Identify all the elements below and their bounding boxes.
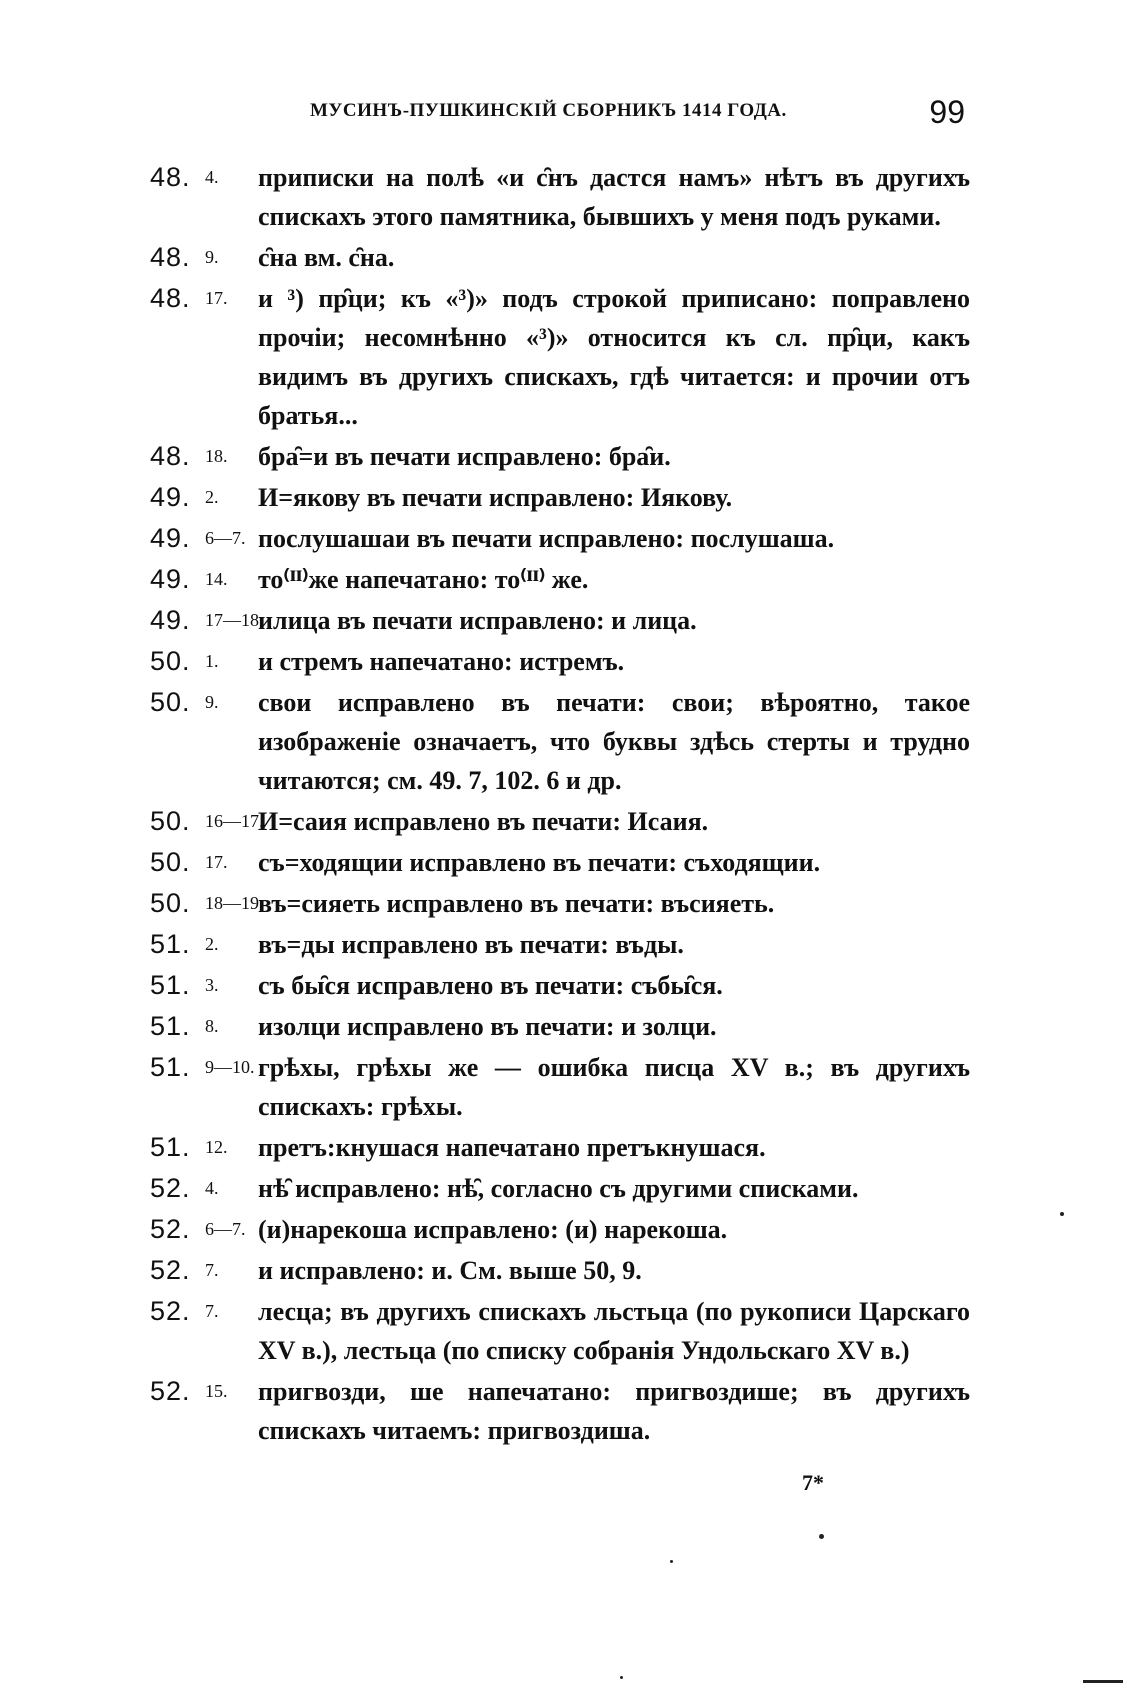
entry-line-ref: 9. [205,247,219,267]
entry-line-ref: 14. [205,569,228,589]
entry-text: с̑на вм. с̑на. [258,243,395,272]
entry-line-ref: 7. [205,1260,219,1280]
entry-text: изолци исправлено въ печати: и золци. [258,1012,717,1041]
errata-entry [150,925,970,964]
entry-page-ref: 49. [150,482,191,512]
print-speck [620,1676,623,1679]
entry-page-ref: 50. [150,888,191,918]
entry-page-ref: 51. [150,1052,191,1082]
entry-text: въ=ды исправлено въ печати: въды. [258,930,684,959]
entry-page-ref: 52. [150,1255,191,1285]
entry-page-ref: 48. [150,242,191,272]
errata-entry [150,478,970,517]
entry-line-ref: 8. [205,1016,219,1036]
entry-page-ref: 52. [150,1296,191,1326]
entry-page-ref: 49. [150,605,191,635]
entry-page-ref: 51. [150,1011,191,1041]
entry-text: пригвозди, ше напечатано: пригвоздише; въ другихъ спискахъ читаемъ: пригвоздиша. [258,1377,977,1445]
entry-page-ref: 52. [150,1173,191,1203]
entry-line-ref: 18. [205,446,228,466]
entry-line-ref: 4. [205,1178,219,1198]
errata-entry [150,1128,970,1167]
errata-entry [150,1372,977,1450]
entry-page-ref: 52. [150,1376,191,1406]
entry-text: претъ:кнушася напечатано претъкнушася. [258,1133,766,1162]
entry-text: и ³) пр̑ци; къ «³)» подъ строкой приписано: поправлено прочiи; несомнѣнно «³)» относится къ сл. пр̑ци, какъ видимъ въ другихъ спискахъ, гдѣ читается: и прочии отъ братья... [258,284,977,430]
entry-line-ref: 18—19. [205,893,264,913]
errata-entry [150,1048,977,1126]
entry-text: И=якову въ печати исправлено: Иякову. [258,483,733,512]
page-edge-rule [1083,1680,1123,1683]
errata-entry [150,158,977,236]
entry-line-ref: 16—17. [205,811,264,831]
entry-page-ref: 48. [150,162,191,192]
errata-entry [150,843,970,882]
entry-line-ref: 17. [205,288,228,308]
errata-entry [150,519,970,558]
entry-line-ref: 17. [205,852,228,872]
errata-entry [150,966,970,1005]
errata-entry [150,1007,970,1046]
entry-text: приписки на полѣ «и с̑нъ дастся намъ» нѣтъ въ другихъ спискахъ этого памятника, бывшихъ у меня подъ руками. [258,163,977,231]
entry-page-ref: 51. [150,970,191,1000]
print-speck [1060,1212,1064,1216]
entry-text: лесца; въ другихъ спискахъ льстьца (по рукописи Царскаго XV в.), лестьца (по списку собранiя Ундольскаго XV в.) [258,1297,977,1365]
entry-text: и стремъ напечатано: истремъ. [258,647,625,676]
entry-page-ref: 50. [150,847,191,877]
entry-text: бра̑=и въ печати исправлено: бра̑и. [258,442,671,471]
errata-entry [150,802,970,841]
entry-text: то⁽ᴵᴵ⁾же напечатано: то⁽ᴵᴵ⁾ же. [258,565,589,594]
entry-text: и исправлено: и. См. выше 50, 9. [258,1256,642,1285]
header-title: МУСИНЪ-ПУШКИНСКIЙ СБОРНИКЪ 1414 ГОДА. [310,100,787,121]
entry-line-ref: 9—10. [205,1057,255,1077]
entry-text: (и)нарекоша исправлено: (и) нарекоша. [258,1215,728,1244]
entry-page-ref: 49. [150,564,191,594]
entry-line-ref: 7. [205,1301,219,1321]
entry-line-ref: 12. [205,1137,228,1157]
entry-page-ref: 48. [150,283,191,313]
errata-entry [150,437,970,476]
errata-entry [150,1251,970,1290]
entry-text: въ=сияеть исправлено въ печати: въсияеть. [258,889,775,918]
entry-line-ref: 6—7. [205,1219,246,1239]
entry-text: съ бы̑ся исправлено въ печати: събы̑ся. [258,971,723,1000]
entry-text: свои исправлено въ печати: свои; вѣроятно, такое изображенiе означаетъ, что буквы здѣсь стерты и трудно читаются; см. 49. 7, 102. 6 и др. [258,688,977,795]
entry-line-ref: 9. [205,692,219,712]
entry-text: И=саия исправлено въ печати: Исаия. [258,807,709,836]
errata-entry [150,279,977,435]
errata-entry [150,683,977,800]
errata-entry [150,238,970,277]
errata-entry [150,1292,977,1370]
errata-entry [150,560,970,599]
print-speck [819,1534,824,1539]
page-number: 99 [929,94,965,130]
entry-text: илица въ печати исправлено: и лица. [258,606,697,635]
entry-line-ref: 1. [205,651,219,671]
entry-line-ref: 15. [205,1381,228,1401]
entry-page-ref: 48. [150,441,191,471]
entry-line-ref: 17—18. [205,610,264,630]
entry-page-ref: 50. [150,646,191,676]
errata-list [150,158,977,1452]
print-speck [670,1560,673,1563]
entry-text: нѣ̑ исправлено: нѣ̑, согласно съ другими списками. [258,1174,859,1203]
entry-text: съ=ходящии исправлено въ печати: съходящии. [258,848,821,877]
errata-entry [150,1169,970,1208]
errata-entry [150,1210,970,1249]
entry-page-ref: 50. [150,806,191,836]
entry-page-ref: 51. [150,1132,191,1162]
entry-page-ref: 51. [150,929,191,959]
entry-line-ref: 2. [205,487,219,507]
entry-line-ref: 2. [205,934,219,954]
entry-text: грѣхы, грѣхы же — ошибка писца XV в.; въ другихъ спискахъ: грѣхы. [258,1053,977,1121]
errata-entry [150,642,970,681]
entry-text: послушашаи въ печати исправлено: послушаша. [258,524,835,553]
errata-entry [150,601,970,640]
entry-page-ref: 52. [150,1214,191,1244]
entry-line-ref: 6—7. [205,528,246,548]
running-header [150,94,965,134]
entry-line-ref: 3. [205,975,219,995]
errata-entry [150,884,970,923]
entry-page-ref: 50. [150,687,191,717]
signature-mark: 7* [802,1470,824,1495]
entry-line-ref: 4. [205,167,219,187]
entry-page-ref: 49. [150,523,191,553]
